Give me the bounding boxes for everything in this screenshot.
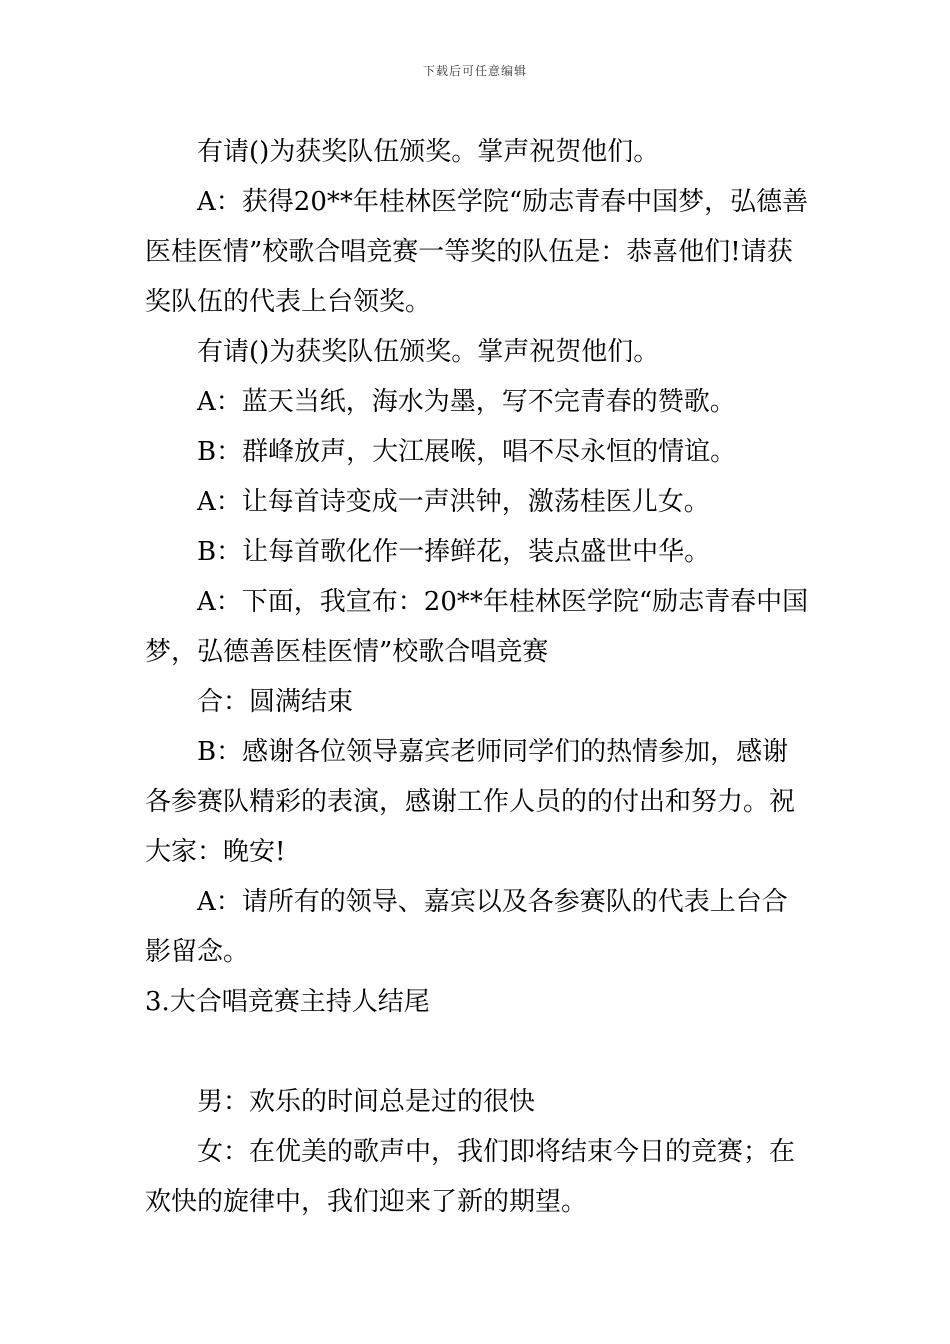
paragraph: B：群峰放声，大江展喉，唱不尽永恒的情谊。 xyxy=(197,437,737,467)
section-title: 3.大合唱竞赛主持人结尾 xyxy=(145,987,430,1017)
paragraph: B：感谢各位领导嘉宾老师同学们的热情参加，感谢各参赛队精彩的表演，感谢工作人员的的付出和努力。祝大家：晚安! xyxy=(145,737,796,867)
paragraph: A：获得20**年桂林医学院“励志青春中国梦，弘德善医桂医情”校歌合唱竞赛一等奖的队伍是：恭喜他们!请获奖队伍的代表上台领奖。 xyxy=(145,187,809,317)
paragraph: 有请()为获奖队伍颁奖。掌声祝贺他们。 xyxy=(197,337,660,367)
paragraph: A：蓝天当纸，海水为墨，写不完青春的赞歌。 xyxy=(197,387,736,417)
paragraph: 女：在优美的歌声中，我们即将结束今日的竞赛；在欢快的旋律中，我们迎来了新的期望。 xyxy=(145,1137,796,1217)
page-header: 下载后可任意编辑 xyxy=(422,64,527,78)
spacer xyxy=(145,1027,810,1077)
paragraph: A：下面，我宣布：20**年桂林医学院“励志青春中国梦，弘德善医桂医情”校歌合唱竞赛 xyxy=(145,587,809,667)
paragraph: 男：欢乐的时间总是过的很快 xyxy=(197,1087,536,1117)
paragraph: B：让每首歌化作一捧鲜花，装点盛世中华。 xyxy=(197,537,711,567)
paragraph: 有请()为获奖队伍颁奖。掌声祝贺他们。 xyxy=(197,137,660,167)
paragraph: A：让每首诗变成一声洪钟，激荡桂医儿女。 xyxy=(197,487,710,517)
paragraph: 合：圆满结束 xyxy=(197,687,354,717)
document-body xyxy=(145,127,810,1227)
paragraph: A：请所有的领导、嘉宾以及各参赛队的代表上台合影留念。 xyxy=(145,887,788,967)
